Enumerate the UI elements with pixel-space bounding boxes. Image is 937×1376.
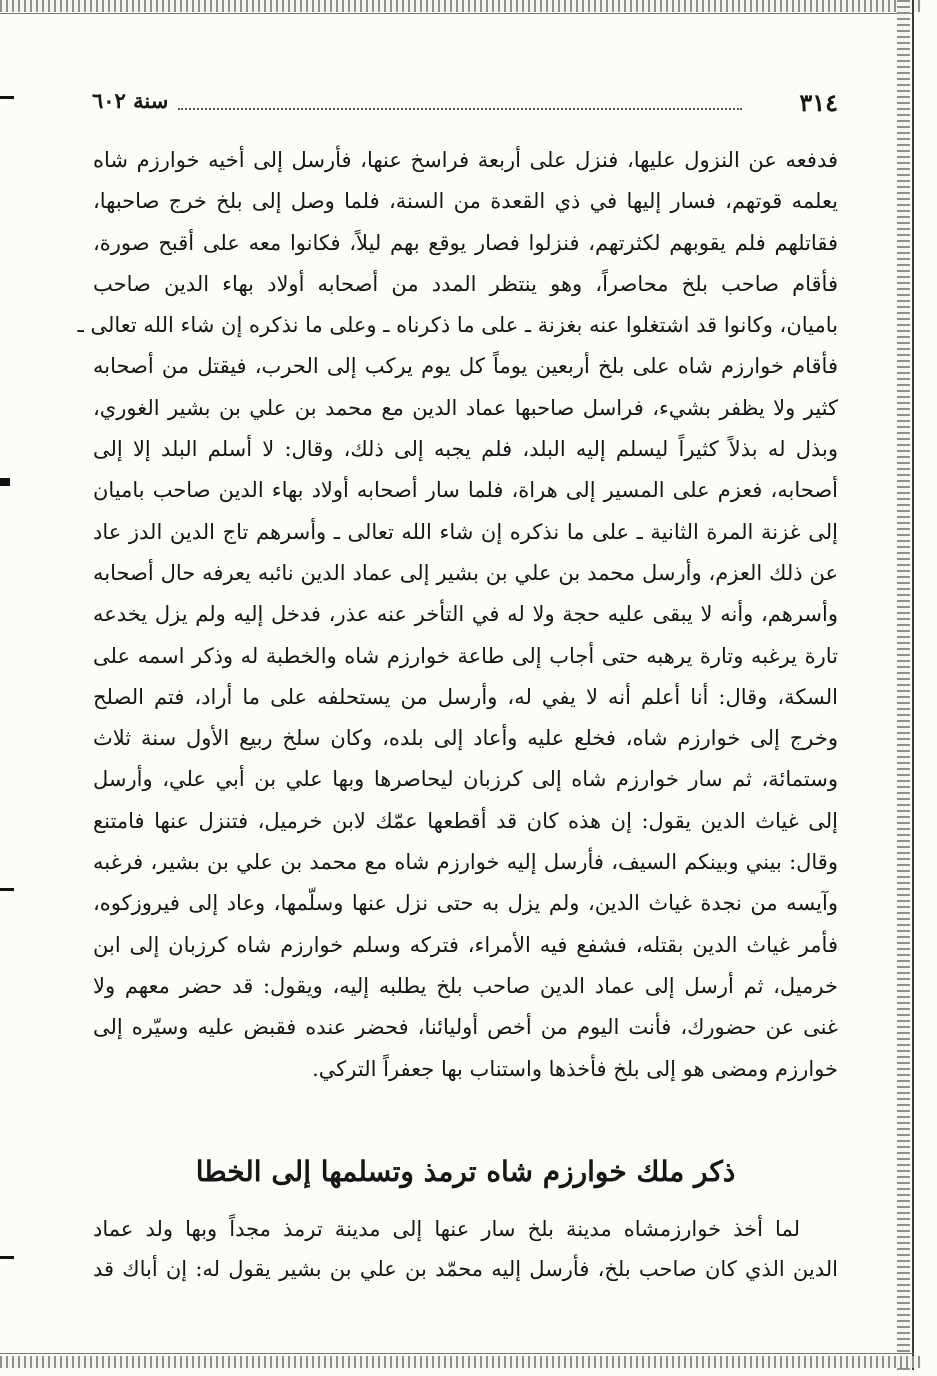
scan-edge-mark [0, 888, 14, 891]
text-line: فأقام خوارزم شاه على بلخ أربعين يوماً كل يوم يركب إلى الحرب، فيقتل من أصحابه [93, 354, 838, 379]
text-line: فقاتلهم فلم يقوبهم لكثرتهم، فنزلوا فصار يوقع بهم ليلاً، فكانوا معه على أقبح صورة، [93, 230, 838, 255]
text-line: إلى غياث الدين يقول: إن هذه كان قد أقطعها عمّك لابن خرميل، فتنزل عنها فامتنع [93, 808, 838, 833]
text-line: وأسرهم، وأنه لا يبقى عليه حجة ولا له في التأخر عنه عذر، فدخل إليه ولم يزل يخدعه [93, 602, 838, 627]
text-line: أصحابه، فعزم على المسير إلى هراة، فلما سار أصحابه أولاد بهاء الدين صاحب باميان [93, 478, 838, 503]
text-line: وآيسه من نجدة غياث الدين، ولم يزل به حتى نزل عنها وسلّمها، وعاد إلى فيروزكوه، [93, 891, 838, 916]
bottom-border-ornament [0, 1356, 921, 1368]
text-line: عن ذلك العزم، وأرسل محمد بن علي بن بشير إلى عماد الدين نائبه يعرفه حال أصحابه [93, 560, 838, 585]
header-dotted-rule [178, 108, 742, 110]
text-line: الدين الذي كان صاحب بلخ، فأرسل إليه محمّد بن علي بن بشير يقول له: إن أباك قد [93, 1257, 838, 1281]
text-line: غنى عن حضورك، فأنت اليوم من أخص أوليائنا، فحضر عنده فقبض عليه وسيّره إلى [93, 1015, 838, 1040]
text-line: يعلمه قوتهم، فسار إليها في ذي القعدة من السنة، فلما وصل إلى بلخ خرج صاحبها، [93, 189, 838, 214]
text-line: خرميل، ثم أرسل إلى عماد الدين صاحب بلخ يطلبه إليه، ويقول: قد حضر معهم ولا [93, 973, 838, 998]
section-title: ذكر ملك خوارزم شاه ترمذ وتسلمها إلى الخطا [195, 1155, 736, 1188]
page-header [92, 88, 838, 122]
text-line: وستمائة، ثم سار خوارزم شاه إلى كرزبان ليحاصرها وبها علي بن أبي علي، وأرسل [93, 767, 838, 792]
text-line: تارة يرغبه وتارة يرهبه حتى أجاب إلى طاعة خوارزم شاه والخطبة له وذكر اسمه على [93, 643, 838, 668]
bottom-border-line [0, 1353, 914, 1354]
scan-edge-mark [0, 96, 14, 99]
text-line: وخرج إلى خوارزم شاه، فخلع عليه وأعاد إلى بلده، وكان سلخ ربيع الأول سنة ثلاث [93, 726, 838, 751]
text-line-last: خوارزم ومضى هو إلى بلخ فأخذها واستناب بها جعفراً التركي. [312, 1056, 838, 1081]
text-line: إلى غزنة المرة الثانية ـ على ما نذكره إن شاء الله تعالى ـ وأسرهم تاج الدين الدز عاد [93, 519, 838, 544]
text-line: باميان، وكانوا قد اشتغلوا عنه بغزنة ـ على ما ذكرناه ـ وعلى ما نذكره إن شاء الله تعالى ـ [77, 313, 838, 338]
right-border-ornament [897, 0, 910, 1370]
second-paragraph [93, 1209, 838, 1289]
scan-edge-mark [0, 1256, 14, 1259]
top-border-line [0, 13, 914, 14]
text-line: لما أخذ خوارزمشاه مدينة بلخ سار عنها إلى مدينة ترمذ مجداً وبها ولد عماد [93, 1217, 800, 1241]
top-border-ornament [0, 0, 921, 12]
text-line: وبذل له بذلاً كثيراً ليسلم إليه البلد، فلم يجبه إلى ذلك، وقال: لا أسلم البلد إلا إلى [93, 437, 838, 462]
scan-edge-mark [0, 478, 10, 486]
text-line: فأقام صاحب بلخ محاصراً، وهو ينتظر المدد من أصحابه أولاد بهاء الدين صاحب [93, 271, 838, 296]
page-number: ٣١٤ [799, 88, 838, 117]
right-border-line [912, 0, 914, 1370]
running-head: سنة ٦٠٢ [92, 88, 169, 113]
main-paragraph [77, 140, 838, 1090]
text-line: فأمر غياث الدين بقتله، فشفع فيه الأمراء، فتركه وسلم خوارزم شاه كرزبان إلى ابن [93, 932, 838, 957]
text-line: السكة، وقال: أنا أعلم أنه لا يفي له، وأرسل من يستحلفه على ما أراد، فتم الصلح [93, 684, 838, 709]
text-line: كثير ولا يظفر بشيء، فراسل صاحبها عماد الدين مع محمد بن علي بن بشير الغوري، [93, 395, 838, 420]
text-line: وقال: بيني وبينكم السيف، فأرسل إليه خوارزم شاه مع محمد بن علي بن بشير، فرغبه [93, 850, 838, 875]
text-line: فدفعه عن النزول عليها، فنزل على أربعة فراسخ عنها، فأرسل إلى أخيه خوارزم شاه [93, 148, 838, 172]
